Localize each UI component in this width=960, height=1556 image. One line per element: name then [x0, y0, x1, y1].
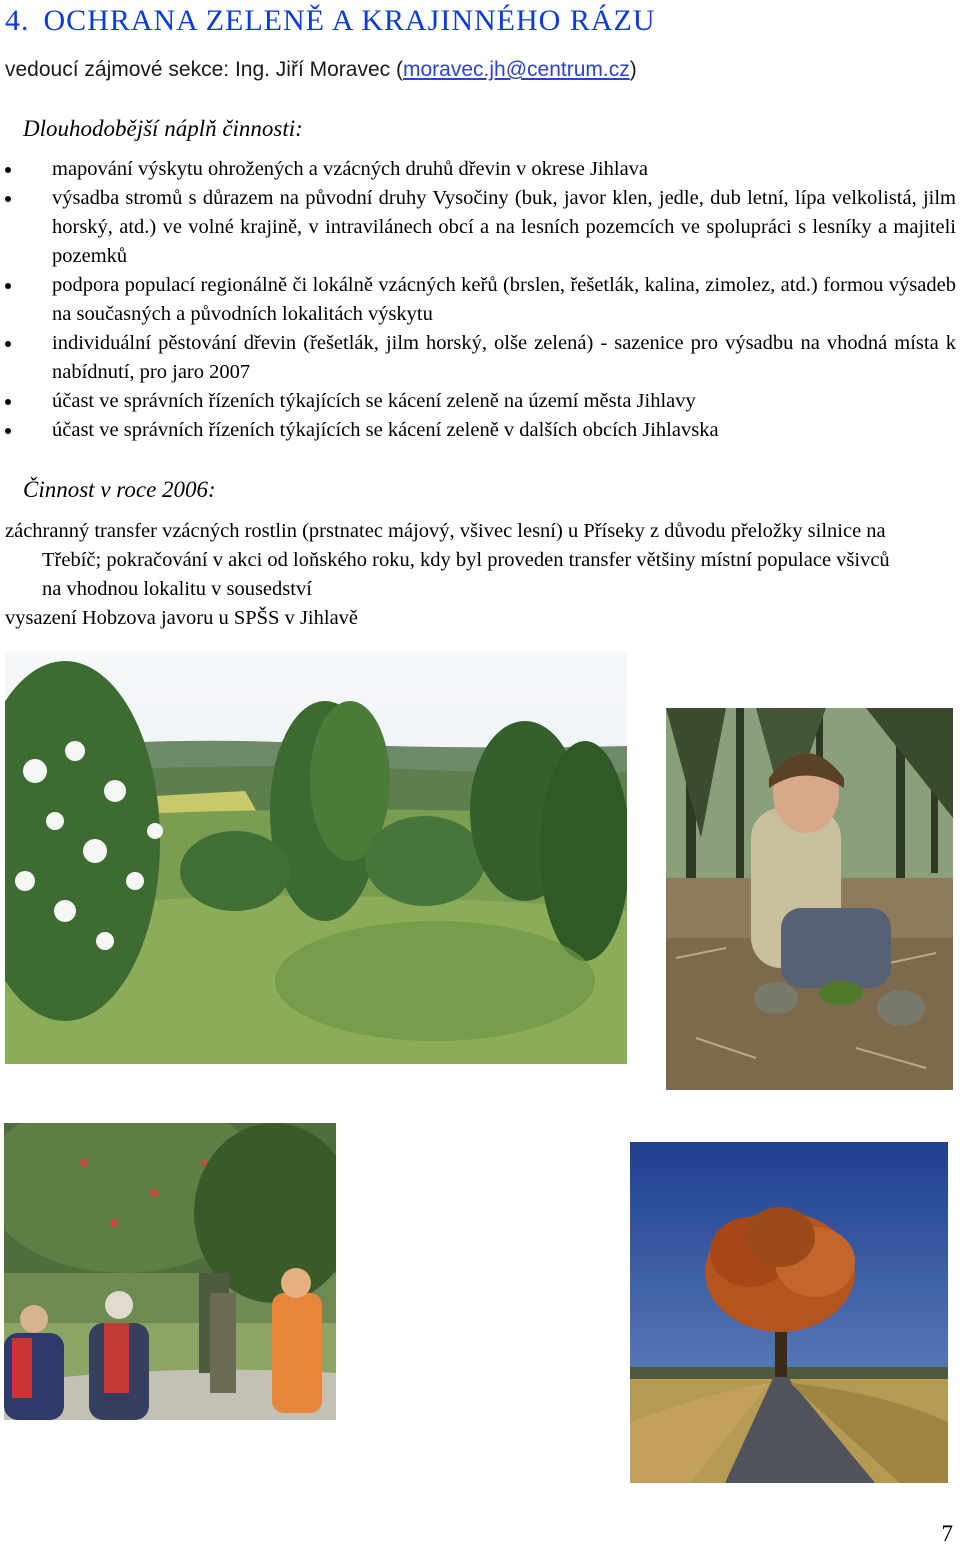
list-item: mapování výskytu ohrožených a vzácných druhů dřevin v okrese Jihlava [0, 155, 960, 184]
activity-paragraph: záchranný transfer vzácných rostlin (prstnatec májový, všivec lesní) u Příseky z důvodu přeložky silnice na Třebíč; pokračování v akci od loňského roku, kdy byl proveden transfer většiny místní populace všivců na vhodnou lokalitu v sousedství [5, 520, 890, 600]
leader-email-link[interactable]: moravec.jh@centrum.cz [403, 58, 630, 81]
section-heading [5, 4, 656, 38]
list-item: účast ve správních řízeních týkajících se kácení zeleně na území města Jihlavy [0, 387, 960, 416]
long-term-heading: Dlouhodobější náplň činnosti: [23, 116, 303, 141]
activity-heading: Činnost v roce 2006: [23, 477, 216, 502]
activity-paragraph: vysazení Hobzova javoru u SPŠS v Jihlavě [5, 607, 359, 629]
list-item: individuální pěstování dřevin (řešetlák, jilm horský, olše zelená) - sazenice pro výsadbu na vhodná místa k nabídnutí, pro jaro 2007 [0, 329, 960, 387]
group-photo [4, 1123, 336, 1420]
long-term-list [0, 155, 960, 445]
leader-text: vedoucí zájmové sekce: Ing. Jiří Moravec ( [5, 58, 403, 81]
page-number: 7 [941, 1521, 953, 1546]
list-item: výsadba stromů s důrazem na původní druhy Vysočiny (buk, javor klen, jedle, dub letní, lípa velkolistá, jilm horský, atd.) ve volné krajině, v intravilánech obcí a na lesních pozemcích ve spolupráci s lesníky a majiteli pozemků [0, 184, 960, 271]
list-item: účast ve správních řízeních týkajících se kácení zeleně v dalších obcích Jihlavska [0, 416, 960, 445]
planting-photo [666, 708, 953, 1090]
landscape-photo [5, 651, 627, 1064]
list-item: podpora populací regionálně či lokálně vzácných keřů (brslen, řešetlák, kalina, zimolez, atd.) formou výsadeb na současných a původních lokalitách výskytu [0, 271, 960, 329]
section-number: 4. [5, 4, 30, 37]
section-leader [5, 58, 637, 82]
section-title: OCHRANA ZELENĚ A KRAJINNÉHO RÁZU [43, 4, 656, 37]
leader-suffix: ) [629, 58, 637, 81]
maple-tree-photo [630, 1142, 948, 1483]
activity-text [5, 517, 905, 633]
